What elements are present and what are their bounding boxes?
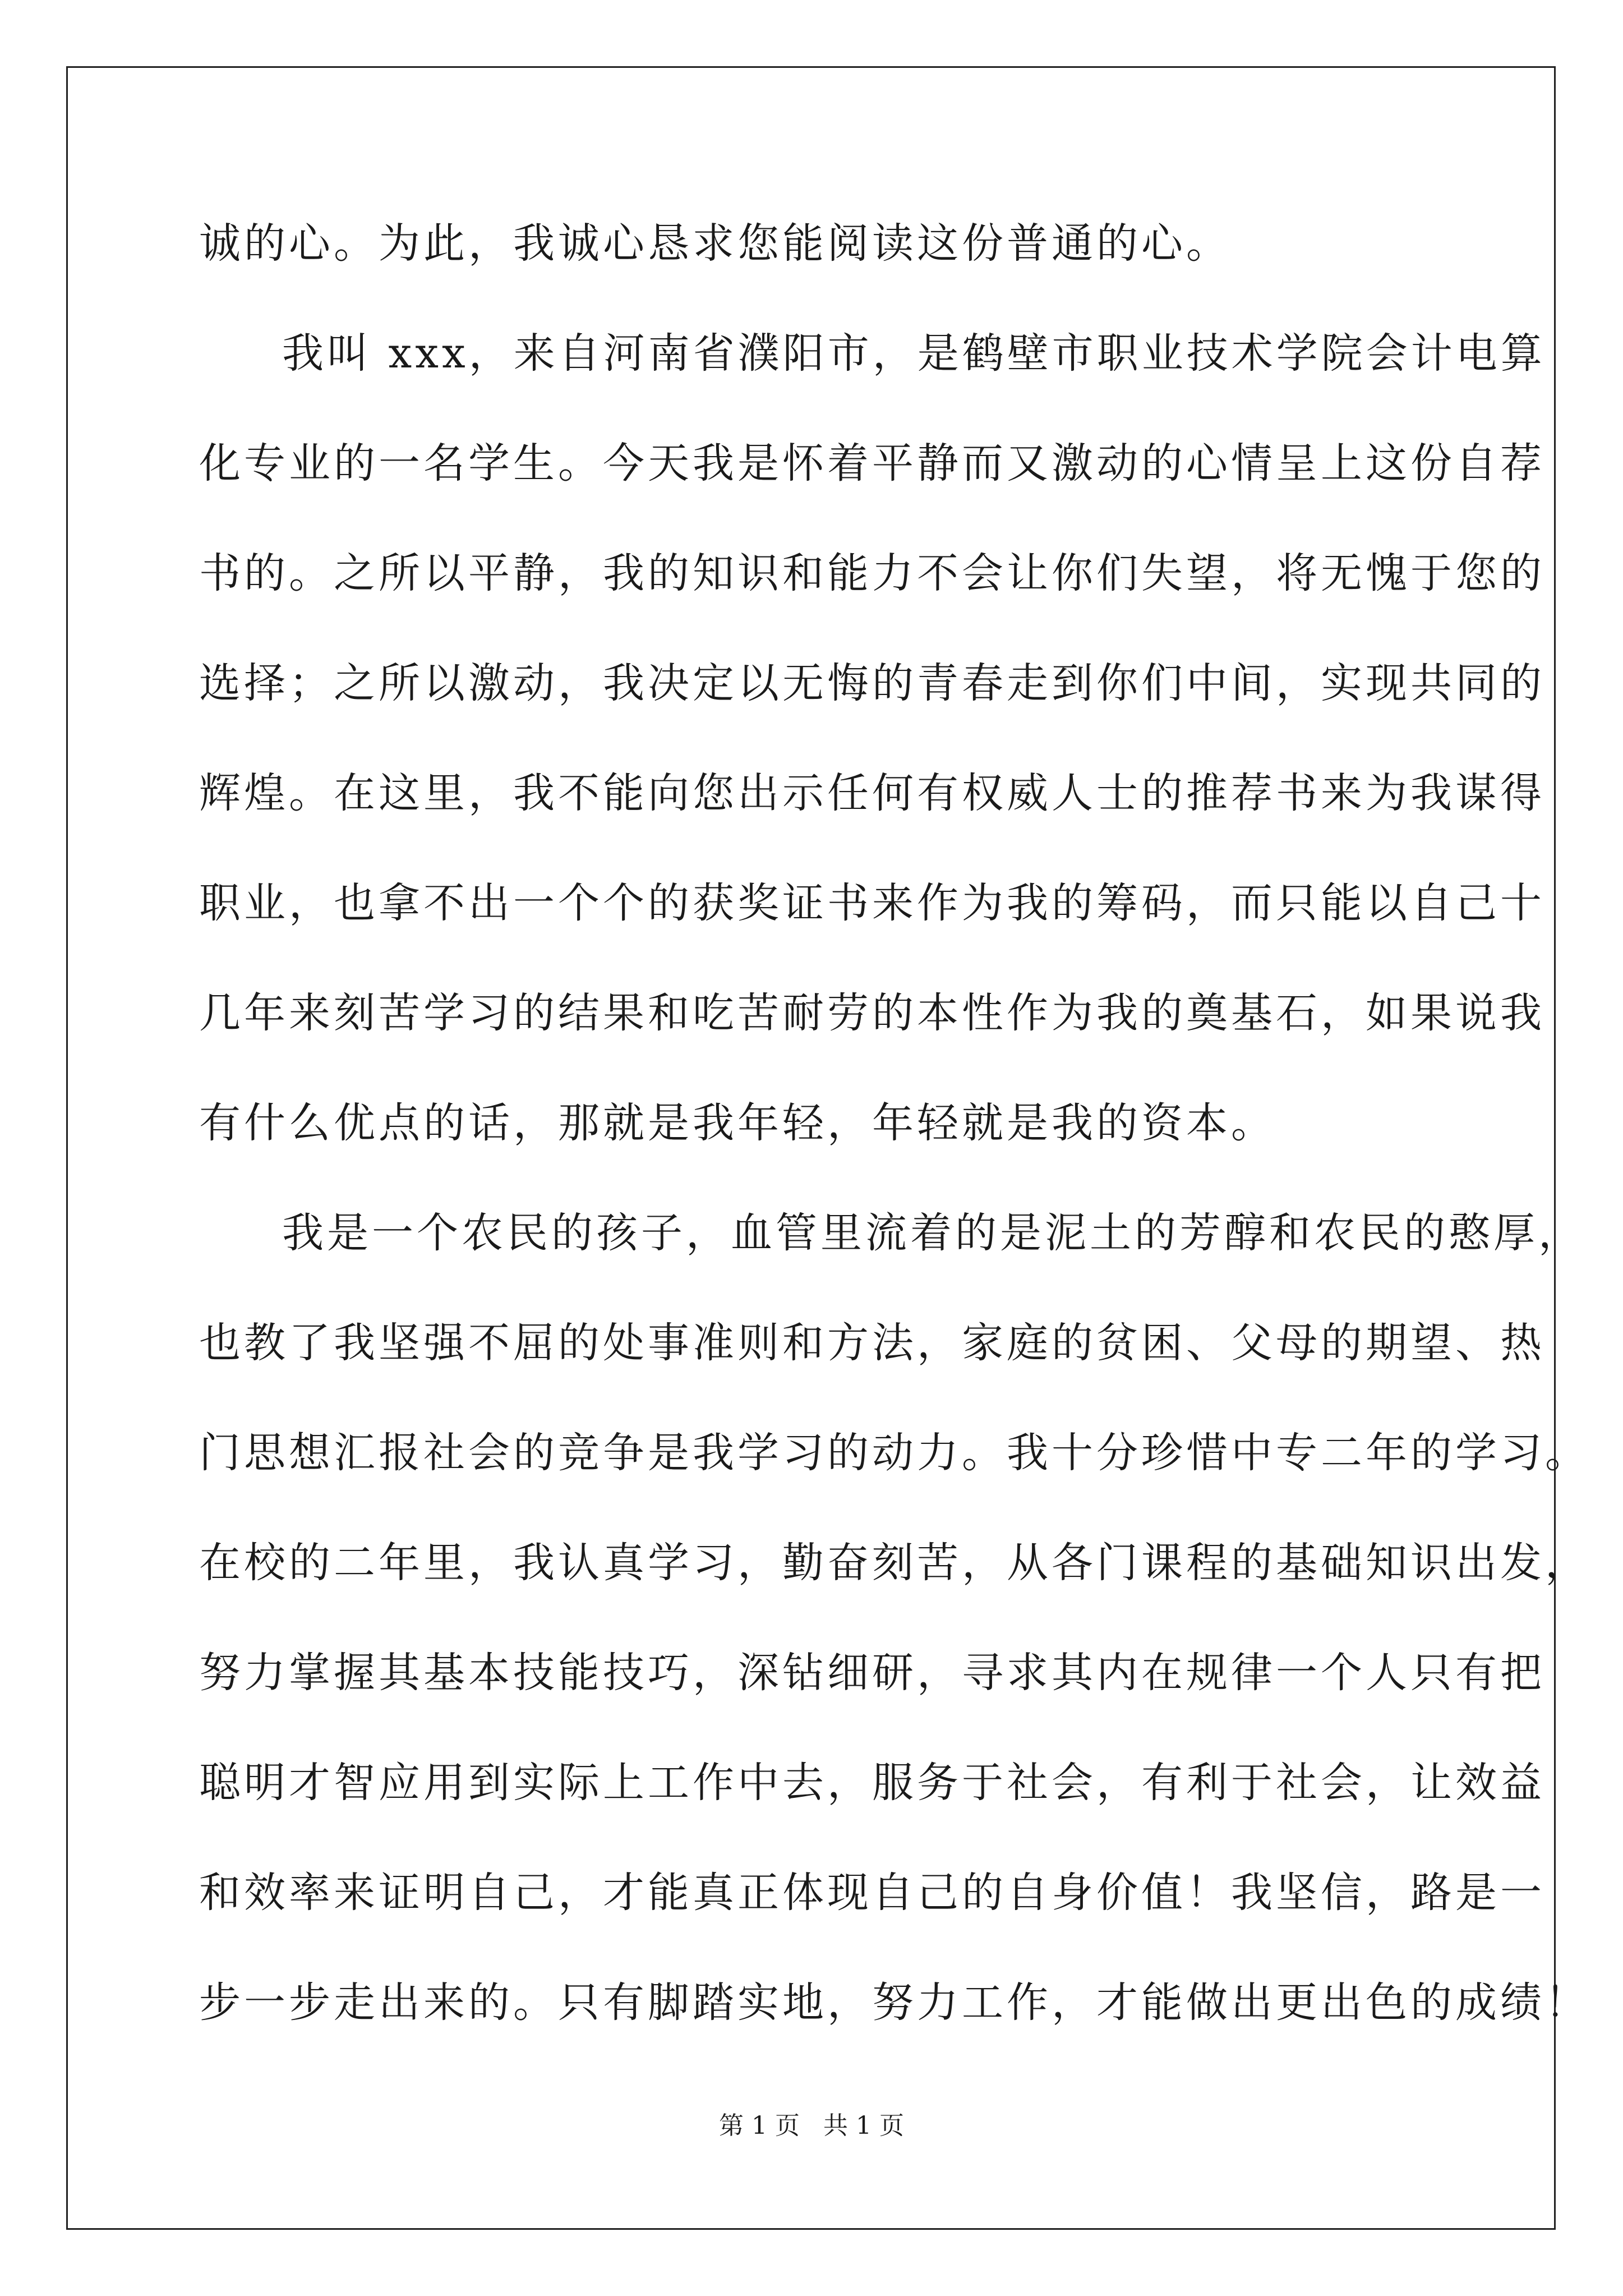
body-text [199, 209, 1590, 2078]
text-line: 步一步走出来的。只有脚踏实地，努力工作，才能做出更出色的成绩！ [199, 1978, 1590, 2027]
text-line: 选择；之所以激动，我决定以无悔的青春走到你们中间，实现共同的 [199, 659, 1545, 707]
text-line: 书的。之所以平静，我的知识和能力不会让你们失望，将无愧于您的 [199, 549, 1545, 597]
text-line: 有什么优点的话，那就是我年轻，年轻就是我的资本。 [199, 1099, 1276, 1147]
page-footer: 第 1 页 共 1 页 [719, 2111, 904, 2140]
text-line: 我叫 xxx，来自河南省濮阳市，是鹤壁市职业技术学院会计电算 [282, 329, 1546, 378]
text-line: 职业，也拿不出一个个的获奖证书来作为我的筹码，而只能以自己十 [199, 879, 1545, 927]
text-line: 和效率来证明自己，才能真正体现自己的自身价值！我坚信，路是一 [199, 1869, 1545, 1917]
text-line: 聪明才智应用到实际上工作中去，服务于社会，有利于社会，让效益 [199, 1759, 1545, 1807]
text-line: 我是一个农民的孩子，血管里流着的是泥土的芳醇和农民的憨厚， [282, 1209, 1583, 1257]
text-line: 辉煌。在这里，我不能向您出示任何有权威人士的推荐书来为我谋得 [199, 769, 1545, 817]
text-line: 门思想汇报社会的竞争是我学习的动力。我十分珍惜中专二年的学习。 [199, 1429, 1590, 1477]
text-line: 在校的二年里，我认真学习，勤奋刻苦，从各门课程的基础知识出发， [199, 1539, 1590, 1587]
text-line: 也教了我坚强不屈的处事准则和方法，家庭的贫困、父母的期望、热 [199, 1319, 1545, 1367]
text-line: 诚的心。为此，我诚心恳求您能阅读这份普通的心。 [199, 219, 1231, 268]
text-line: 化专业的一名学生。今天我是怀着平静而又激动的心情呈上这份自荐 [199, 439, 1545, 487]
text-line: 几年来刻苦学习的结果和吃苦耐劳的本性作为我的奠基石，如果说我 [199, 989, 1545, 1037]
text-line: 努力掌握其基本技能技巧，深钻细研，寻求其内在规律一个人只有把 [199, 1649, 1545, 1697]
